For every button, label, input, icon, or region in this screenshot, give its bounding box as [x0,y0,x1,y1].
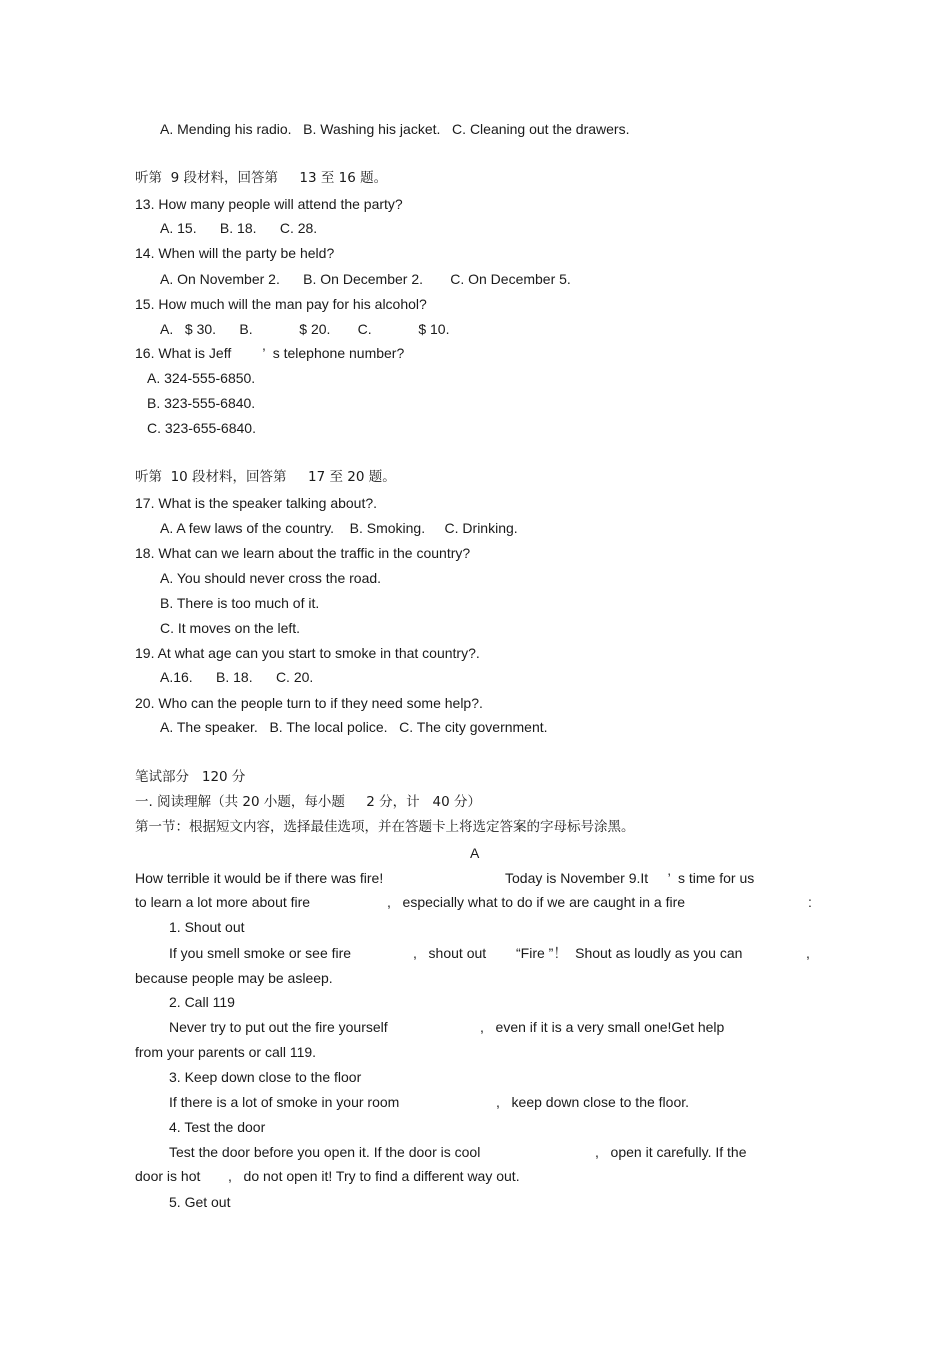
passage-intro-line1-b: Today is November 9.It ’ s time for us [505,870,755,886]
tip-1-text-a: If you smell smoke or see fire [169,945,352,961]
q18-option-b: B. There is too much of it. [160,595,320,611]
q16-option-c: C. 323-655-6840. [147,420,256,436]
reading-section-title: 一. 阅读理解（共 20 小题，每小题 2 分，计 40 分） [135,794,482,810]
reading-subsection-instructions: 第一节：根据短文内容，选择最佳选项，并在答题卡上将选定答案的字母标号涂黑。 [135,819,635,835]
q19-question: 19. At what age can you start to smoke in that country?. [135,645,480,661]
passage-intro-line2-c: : [808,894,812,910]
q16-option-b: B. 323-555-6840. [147,395,256,411]
passage-intro-line1-a: How terrible it would be if there was fire! [135,870,384,886]
passage-intro-line2-a: to learn a lot more about fire [135,894,311,910]
tip-1-text-d: , [806,945,810,961]
q16-option-a: A. 324-555-6850. [147,370,256,386]
passage-label: A [470,845,480,861]
tip-1-text-b: , shout out [413,945,487,961]
tip-4-heading: 4. Test the door [169,1119,266,1135]
q20-options: A. The speaker. B. The local police. C. The city government. [160,719,548,735]
q12-options: A. Mending his radio. B. Washing his jacket. C. Cleaning out the drawers. [160,121,630,137]
q16-question: 16. What is Jeff ’ s telephone number? [135,345,405,361]
section10-header: 听第 10 段材料，回答第 17 至 20 题。 [135,469,396,485]
written-part-title: 笔试部分 120 分 [135,769,246,785]
tip-3-heading: 3. Keep down close to the floor [169,1069,362,1085]
q18-option-a: A. You should never cross the road. [160,570,382,586]
tip-3-text-a: If there is a lot of smoke in your room [169,1094,400,1110]
tip-2-text-b: , even if it is a very small one!Get help [480,1019,725,1035]
tip-4-text-b: , open it carefully. If the [595,1144,747,1160]
q15-question: 15. How much will the man pay for his alcohol? [135,296,427,312]
q14-options: A. On November 2. B. On December 2. C. On December 5. [160,271,571,287]
q13-options: A. 15. B. 18. C. 28. [160,220,318,236]
q14-question: 14. When will the party be held? [135,245,335,261]
q19-options: A.16. B. 18. C. 20. [160,669,314,685]
q17-question: 17. What is the speaker talking about?. [135,495,378,511]
tip-2-text-a: Never try to put out the fire yourself [169,1019,388,1035]
tip-2-heading: 2. Call 119 [169,994,235,1010]
tip-4-text-line2-b: , do not open it! Try to find a different way out. [228,1168,520,1184]
tip-1-heading: 1. Shout out [169,919,245,935]
q18-option-c: C. It moves on the left. [160,620,301,636]
q18-question: 18. What can we learn about the traffic in the country? [135,545,471,561]
section9-header: 听第 9 段材料，回答第 13 至 16 题。 [135,170,388,186]
tip-4-text-line2-a: door is hot [135,1168,201,1184]
tip-5-heading: 5. Get out [169,1194,231,1210]
tip-3-text-b: , keep down close to the floor. [496,1094,690,1110]
q15-options: A. $ 30. B. $ 20. C. $ 10. [160,321,450,337]
tip-2-text-line2: from your parents or call 119. [135,1044,317,1060]
passage-intro-line2-b: , especially what to do if we are caught in a fire [387,894,686,910]
tip-4-text-a: Test the door before you open it. If the door is cool [169,1144,481,1160]
q20-question: 20. Who can the people turn to if they need some help?. [135,695,483,711]
tip-1-text-c: “Fire ”！ Shout as loudly as you can [516,945,743,961]
q13-question: 13. How many people will attend the party? [135,196,403,212]
tip-1-text-line2: because people may be asleep. [135,970,333,986]
q17-options: A. A few laws of the country. B. Smoking. C. Drinking. [160,520,518,536]
